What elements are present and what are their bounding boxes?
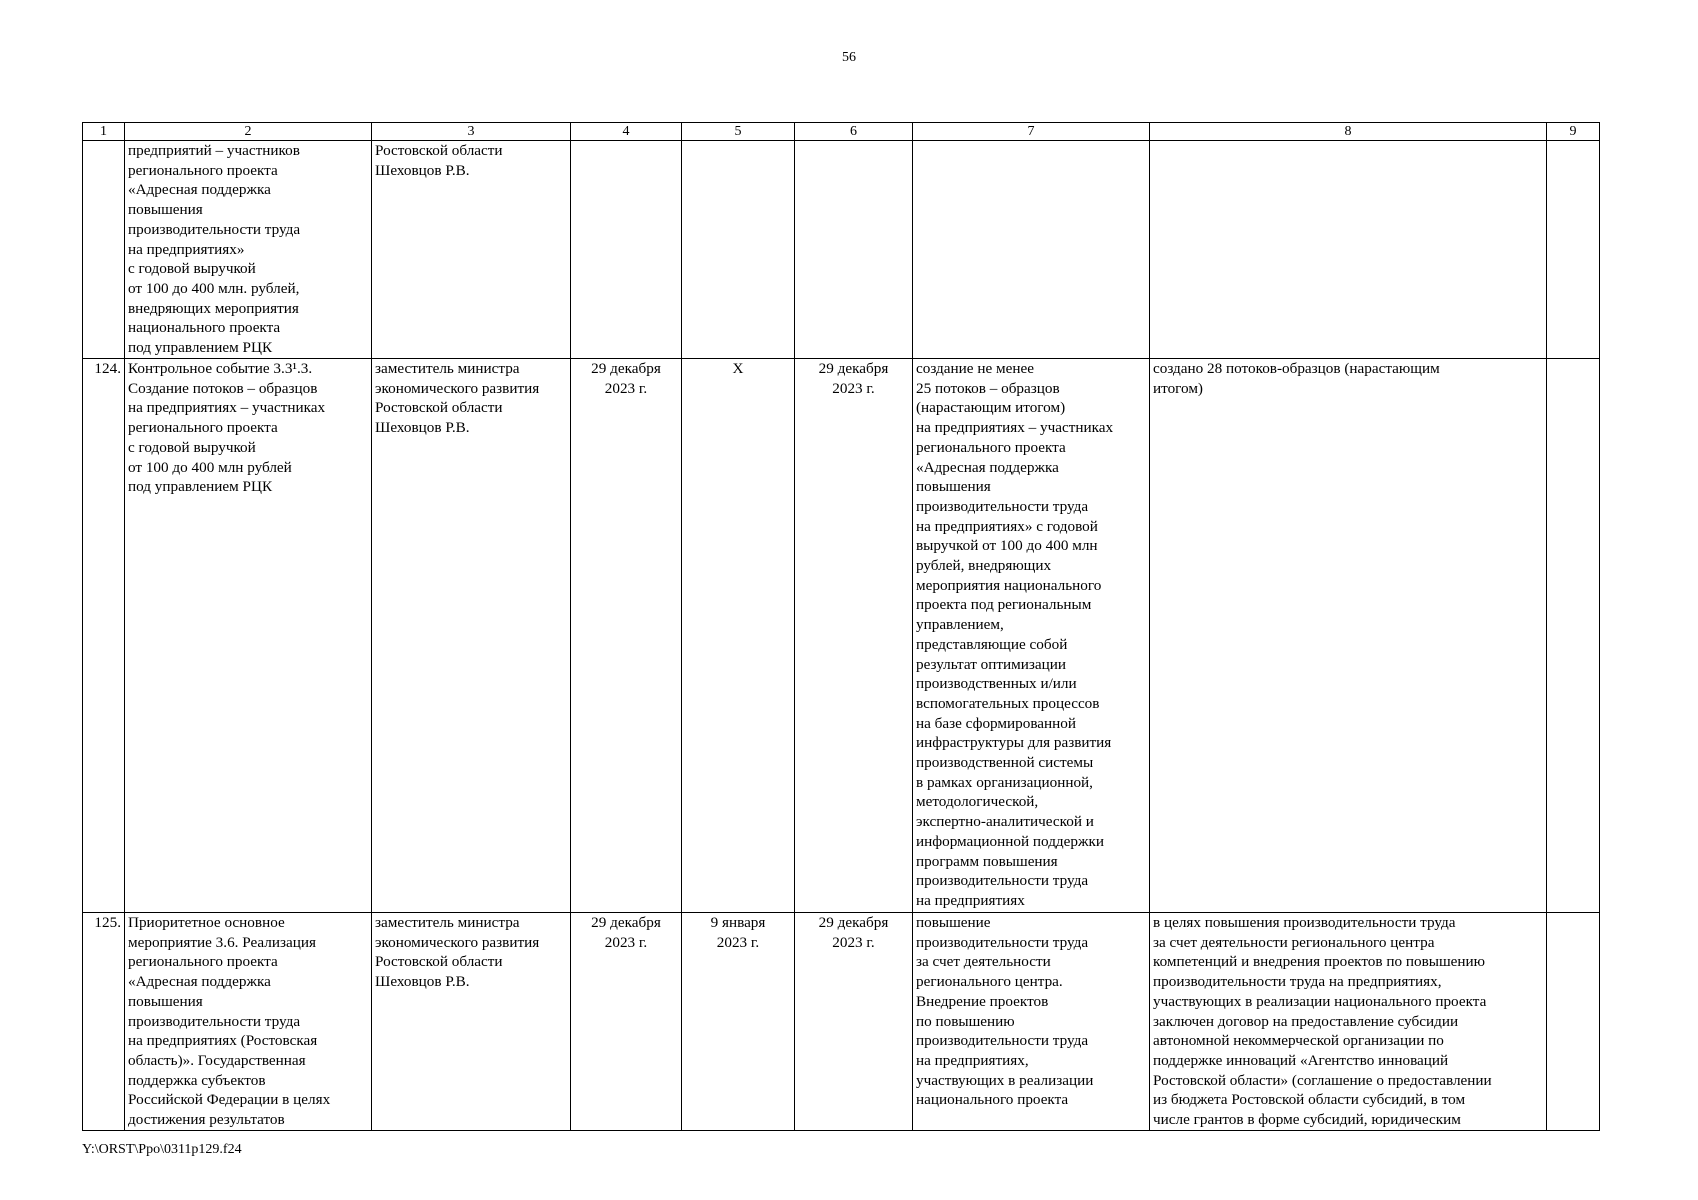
- expected-result-cell: создание не менее 25 потоков – образцов (нарастающим итогом) на предприятиях – участниках регионального проекта «Адресная поддержка повышения производительности труда на предприятиях» с годовой выручкой от 100 до 400 млн рублей, внедряющих мероприятия национального проекта под региональным управлением, представляющие собой результат оптимизации производственных и/или вспомогательных процессов на базе сформированной инфраструктуры для развития производственной системы в рамках организационной, методологической, экспертно-аналитической и информационной поддержки программ повышения производительности труда на предприятиях: [913, 359, 1150, 913]
- notes-cell: [1547, 913, 1600, 1131]
- column-header: 4: [571, 123, 682, 141]
- page-number: 56: [842, 50, 856, 65]
- footer-file-path: Y:\ORST\Ppo\0311p129.f24: [82, 1142, 242, 1157]
- end-date-cell: [795, 141, 913, 359]
- start-date-cell: Х: [682, 359, 795, 913]
- event-name-cell: Контрольное событие 3.3¹.3. Создание потоков – образцов на предприятиях – участниках регионального проекта с годовой выручкой от 100 до 400 млн рублей под управлением РЦК: [125, 359, 372, 913]
- planned-date-cell: [571, 141, 682, 359]
- table-row: [83, 141, 1600, 359]
- start-date-cell: [682, 141, 795, 359]
- column-header: 1: [83, 123, 125, 141]
- notes-cell: [1547, 141, 1600, 359]
- event-name-cell: Приоритетное основное мероприятие 3.6. Реализация регионального проекта «Адресная поддержка повышения производительности труда на предприятиях (Ростовская область)». Государственная поддержка субъектов Российской Федерации в целях достижения результатов: [125, 913, 372, 1131]
- end-date-cell: 29 декабря 2023 г.: [795, 359, 913, 913]
- responsible-cell: Ростовской области Шеховцов Р.В.: [372, 141, 571, 359]
- column-header-row: [83, 123, 1600, 141]
- column-header: 8: [1150, 123, 1547, 141]
- end-date-cell: 29 декабря 2023 г.: [795, 913, 913, 1131]
- actual-result-cell: [1150, 141, 1547, 359]
- start-date-cell: 9 января 2023 г.: [682, 913, 795, 1131]
- actual-result-cell: создано 28 потоков-образцов (нарастающим итогом): [1150, 359, 1547, 913]
- notes-cell: [1547, 359, 1600, 913]
- planned-date-cell: 29 декабря 2023 г.: [571, 913, 682, 1131]
- planned-date-cell: 29 декабря 2023 г.: [571, 359, 682, 913]
- row-number-cell: 125.: [83, 913, 125, 1131]
- table-row: [83, 913, 1600, 1131]
- actual-result-cell: в целях повышения производительности труда за счет деятельности регионального центра компетенций и внедрения проектов по повышению производительности труда на предприятиях, участвующих в реализации национального проекта заключен договор на предоставление субсидии автономной некоммерческой организации по поддержке инноваций «Агентство инноваций Ростовской области» (соглашение о предоставлении из бюджета Ростовской области субсидий, в том числе грантов в форме субсидий, юридическим: [1150, 913, 1547, 1131]
- column-header: 7: [913, 123, 1150, 141]
- responsible-cell: заместитель министра экономического развития Ростовской области Шеховцов Р.В.: [372, 359, 571, 913]
- report-table: [82, 122, 1600, 1131]
- row-number-cell: [83, 141, 125, 359]
- row-number-cell: 124.: [83, 359, 125, 913]
- column-header: 2: [125, 123, 372, 141]
- column-header: 5: [682, 123, 795, 141]
- event-name-cell: предприятий – участников регионального проекта «Адресная поддержка повышения производительности труда на предприятиях» с годовой выручкой от 100 до 400 млн. рублей, внедряющих мероприятия национального проекта под управлением РЦК: [125, 141, 372, 359]
- column-header: 3: [372, 123, 571, 141]
- expected-result-cell: [913, 141, 1150, 359]
- table-row: [83, 359, 1600, 913]
- responsible-cell: заместитель министра экономического развития Ростовской области Шеховцов Р.В.: [372, 913, 571, 1131]
- column-header: 6: [795, 123, 913, 141]
- column-header: 9: [1547, 123, 1600, 141]
- expected-result-cell: повышение производительности труда за счет деятельности регионального центра. Внедрение проектов по повышению производительности труда на предприятиях, участвующих в реализации национального проекта: [913, 913, 1150, 1131]
